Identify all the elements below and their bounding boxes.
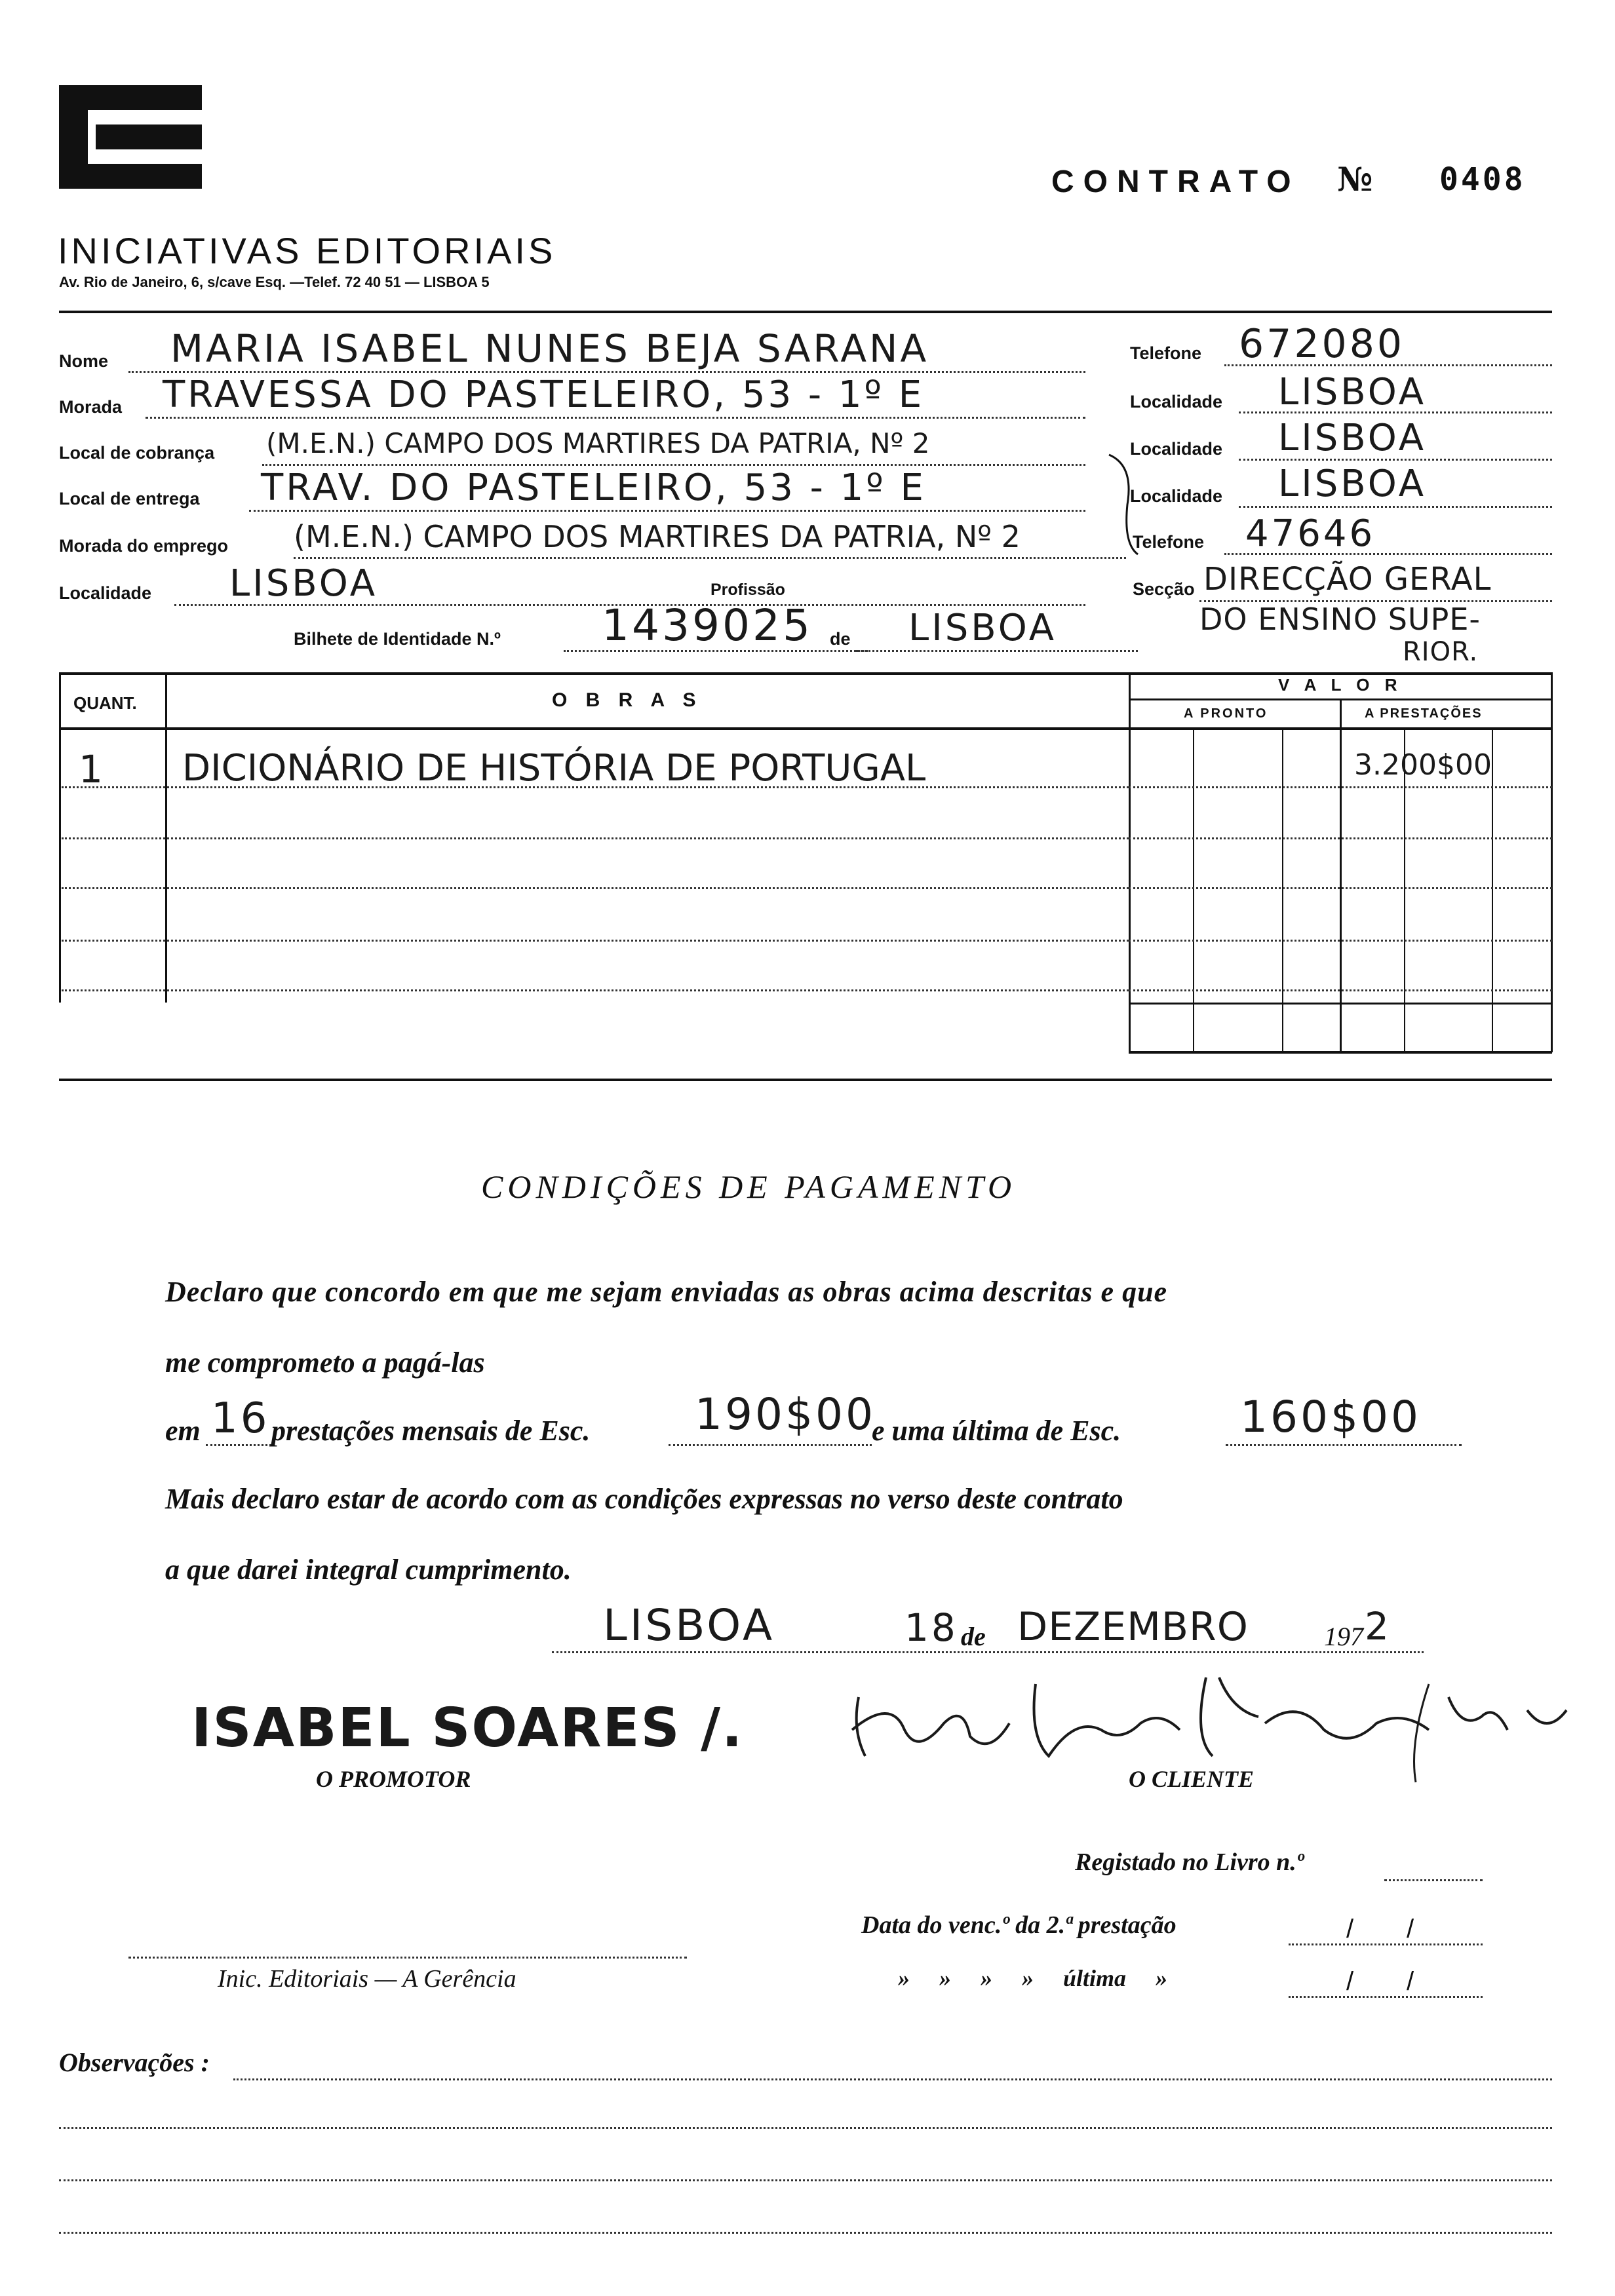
name-value: MARIA ISABEL NUNES BEJA SARANA — [170, 326, 929, 371]
due-date-slash-1: / — [1346, 1915, 1354, 1943]
year-suffix: 2 — [1365, 1604, 1391, 1649]
contract-no-symbol: № — [1337, 160, 1373, 199]
row-obra: DICIONÁRIO DE HISTÓRIA DE PORTUGAL — [182, 747, 926, 790]
registered-label: Registado no Livro n.º — [1075, 1848, 1304, 1876]
profession-label: Profissão — [710, 581, 785, 599]
table-left-border — [59, 672, 61, 1003]
last-due-slash-2: / — [1407, 1967, 1414, 1996]
observations-line-3 — [59, 2179, 1552, 2181]
gerencia-label: Inic. Editoriais — A Gerência — [218, 1965, 516, 1993]
section-value-line1: DIRECÇÃO GERAL — [1203, 561, 1492, 598]
col-obras-header: O B R A S — [552, 689, 703, 711]
work-address-value: (M.E.N.) CAMPO DOS MARTIRES DA PATRIA, Nº 2 — [294, 519, 1021, 554]
table-header-bottom — [59, 727, 1552, 730]
last-due-slash-1: / — [1346, 1967, 1354, 1996]
collection-locality-label: Localidade — [1130, 439, 1223, 459]
col-quant-header: QUANT. — [73, 693, 137, 713]
id-place-value: LISBOA — [908, 607, 1057, 649]
section-label: Secção — [1133, 579, 1195, 599]
row-quant: 1 — [79, 747, 106, 792]
name-label: Nome — [59, 351, 109, 371]
place-value: LISBOA — [603, 1600, 775, 1651]
col-valor-header: V A L O R — [1278, 675, 1403, 695]
address-label: Morada — [59, 397, 123, 417]
payment-line2: me comprometo a pagá-las — [165, 1347, 485, 1379]
due-date-label: Data do venc.º da 2.ª prestação — [861, 1911, 1177, 1939]
payment-line4: Mais declaro estar de acordo com as condições expressas no verso deste contrato — [165, 1483, 1123, 1515]
day-value: 18 — [905, 1605, 958, 1650]
payment-title: CONDIÇÕES DE PAGAMENTO — [481, 1168, 1017, 1205]
pronto-prestacoes-divider — [1340, 698, 1342, 1052]
delivery-locality-label: Localidade — [1130, 486, 1223, 506]
company-name: INICIATIVAS EDITORIAIS — [58, 230, 556, 271]
bracket-mark — [1108, 452, 1140, 557]
table-bottom-border — [1129, 1051, 1552, 1054]
contract-number: 0408 — [1439, 161, 1526, 198]
due-date-slash-2: / — [1407, 1915, 1414, 1943]
promotor-signature: ISABEL SOARES /. — [191, 1697, 744, 1759]
last-amount: 160$00 — [1240, 1392, 1421, 1442]
work-locality-label: Localidade — [59, 583, 152, 603]
collection-label: Local de cobrança — [59, 443, 215, 463]
installments-text: prestações mensais de Esc. — [271, 1415, 591, 1447]
valor-col-divider — [1129, 672, 1131, 1052]
company-logo — [59, 85, 202, 189]
client-label: O CLIENTE — [1129, 1766, 1255, 1792]
work-telephone-value: 47646 — [1245, 512, 1376, 555]
valor-total-line — [1129, 1003, 1552, 1004]
header-divider — [59, 311, 1552, 313]
row-a-prestacoes: 3.200$00 — [1354, 748, 1492, 782]
company-address: Av. Rio de Janeiro, 6, s/cave Esq. —Telef. 72 40 51 — LISBOA 5 — [59, 274, 490, 290]
table-section-divider — [59, 1079, 1552, 1081]
installment-amount: 190$00 — [695, 1389, 876, 1440]
address-value: TRAVESSA DO PASTELEIRO, 53 - 1º E — [163, 373, 925, 416]
delivery-value: TRAV. DO PASTELEIRO, 53 - 1º E — [261, 467, 926, 509]
section-value-line3: RIOR. — [1403, 637, 1479, 667]
month-value: DEZEMBRO — [1017, 1604, 1249, 1650]
last-due-label: » » » » última » — [898, 1965, 1168, 1991]
delivery-locality-value: LISBOA — [1278, 463, 1427, 505]
payment-line5: a que darei integral cumprimento. — [165, 1554, 572, 1586]
payment-line1: Declaro que concordo em que me sejam enviadas as obras acima descritas e que — [165, 1276, 1168, 1308]
observations-line-2 — [59, 2127, 1552, 2129]
col-prestacoes-header: A PRESTAÇÕES — [1365, 706, 1483, 721]
observations-line-1 — [233, 2078, 1552, 2080]
contract-label: CONTRATO — [1051, 164, 1300, 199]
collection-value: (M.E.N.) CAMPO DOS MARTIRES DA PATRIA, Nº 2 — [266, 427, 930, 459]
telephone-label: Telefone — [1130, 343, 1202, 363]
delivery-label: Local de entrega — [59, 489, 200, 508]
address-locality-label: Localidade — [1130, 392, 1223, 411]
observations-label: Observações : — [59, 2048, 210, 2077]
work-telephone-label: Telefone — [1133, 532, 1205, 552]
work-locality-value: LISBOA — [229, 562, 378, 605]
address-locality-value: LISBOA — [1278, 371, 1427, 413]
id-de-label: de — [830, 629, 851, 649]
id-value: 1439025 — [602, 600, 813, 651]
section-value-line2: DO ENSINO SUPE- — [1199, 602, 1481, 637]
col-pronto-header: A PRONTO — [1184, 706, 1268, 721]
contract-title — [1051, 164, 1300, 200]
collection-locality-value: LISBOA — [1278, 417, 1427, 459]
work-address-label: Morada do emprego — [59, 536, 229, 556]
promotor-label: O PROMOTOR — [316, 1766, 471, 1792]
last-text: e uma última de Esc. — [872, 1415, 1121, 1447]
observations-line-4 — [59, 2232, 1552, 2234]
de-label: de — [961, 1622, 986, 1651]
telephone-value: 672080 — [1239, 321, 1405, 367]
id-label: Bilhete de Identidade N.º — [294, 629, 501, 649]
installments-count: 16 — [211, 1394, 270, 1443]
em-label: em — [165, 1415, 201, 1447]
year-prefix: 197 — [1324, 1622, 1363, 1651]
